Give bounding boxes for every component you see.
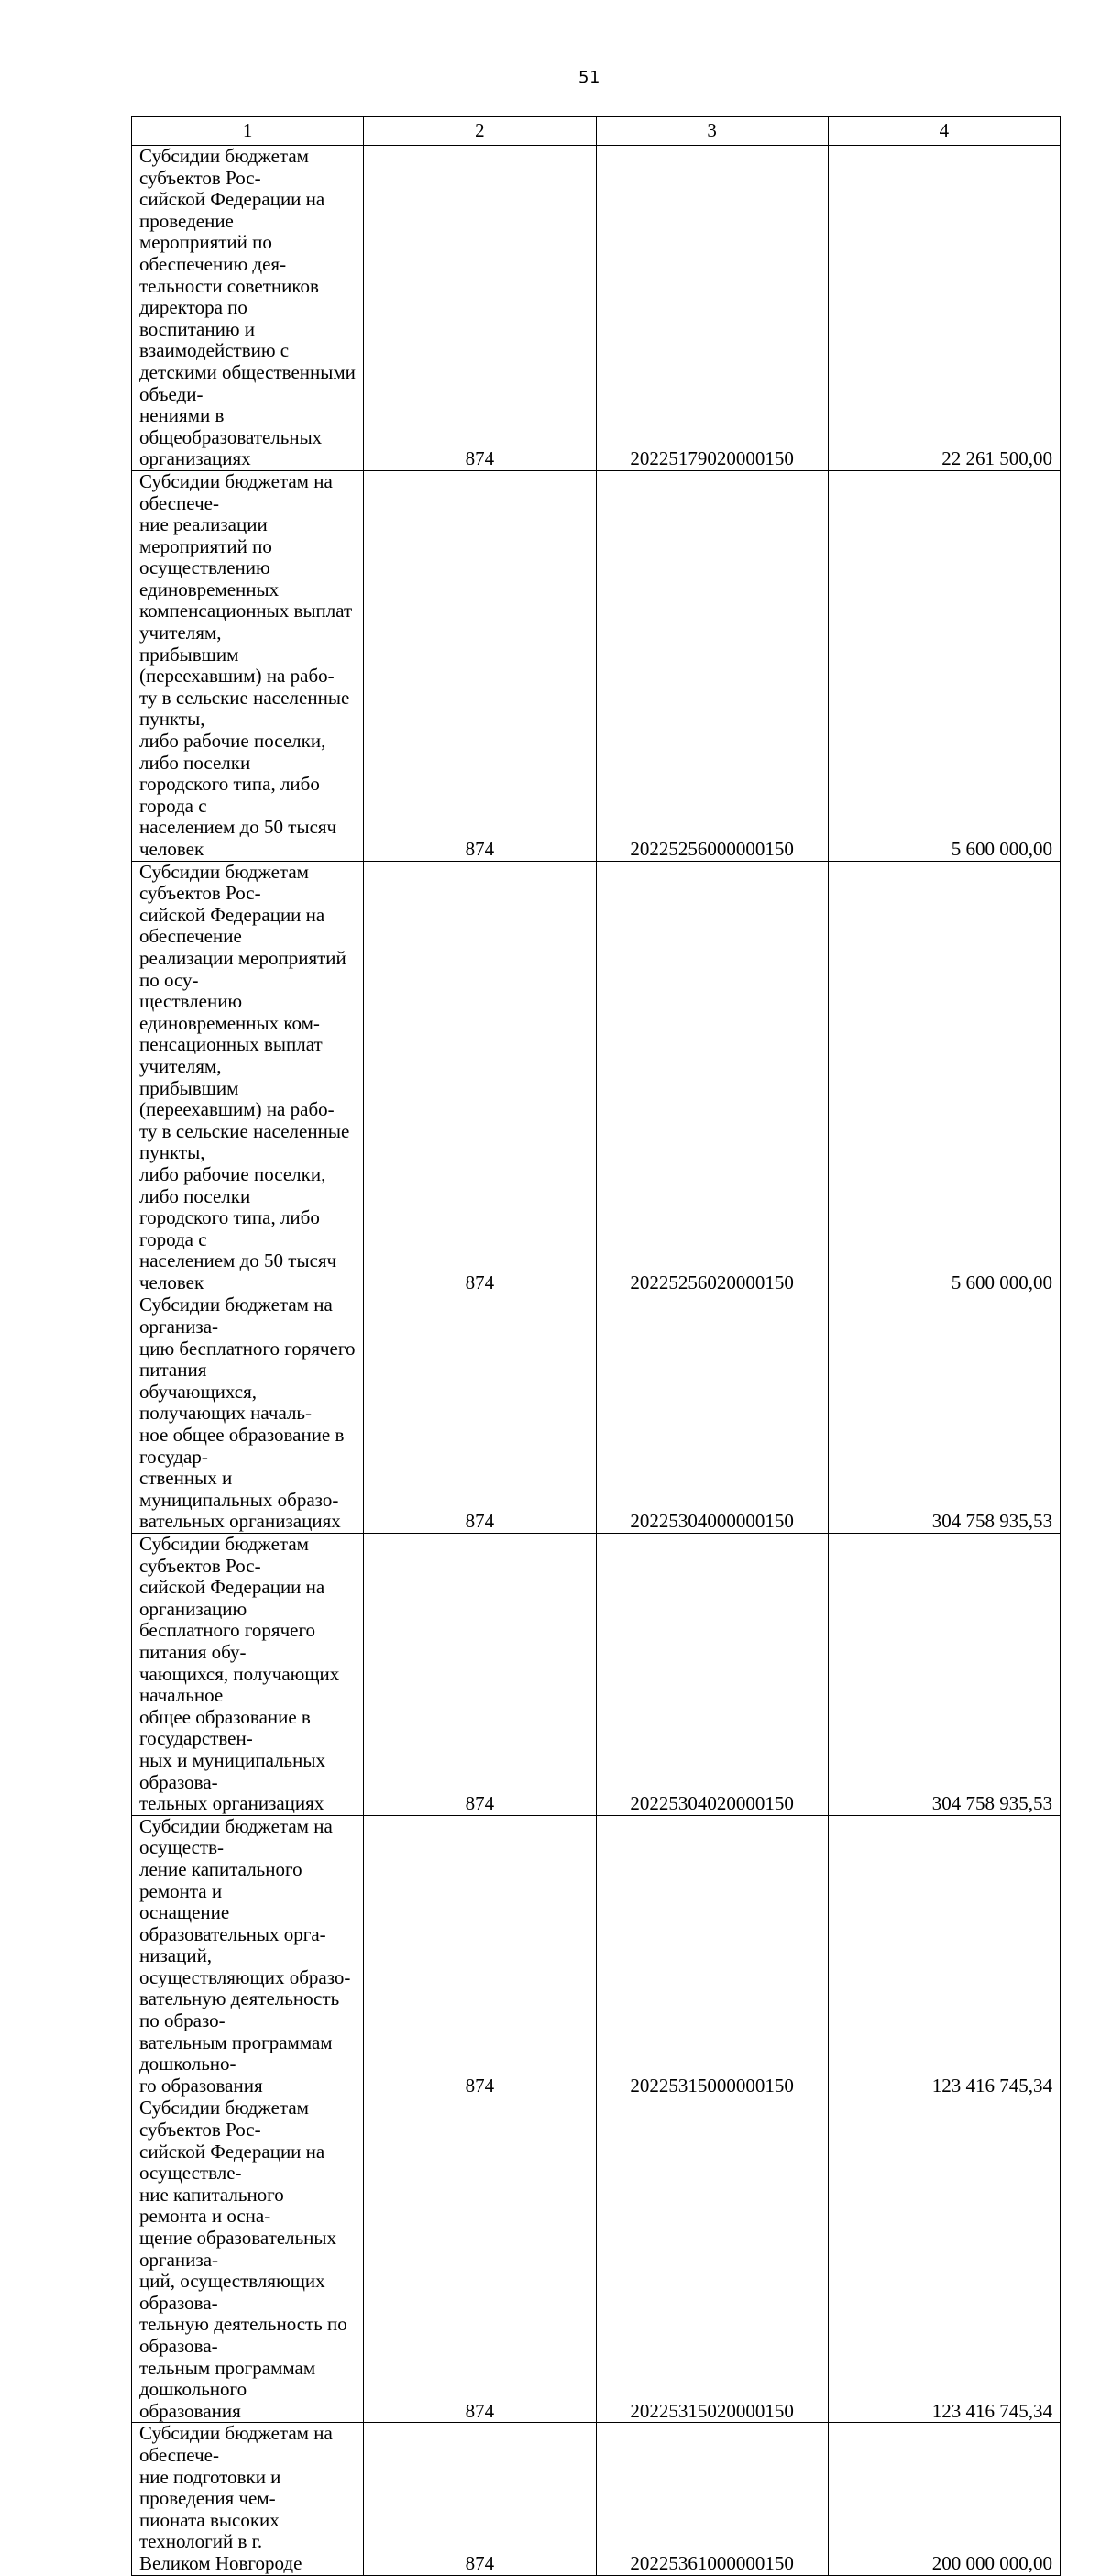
row-admin-code: 874 — [364, 1294, 596, 1534]
table-row — [132, 861, 1061, 1294]
row-name-cell — [132, 146, 364, 471]
table-header — [132, 117, 1061, 146]
row-admin-code: 874 — [364, 2423, 596, 2575]
row-admin-code: 874 — [364, 470, 596, 861]
row-amount: 123 416 745,34 — [828, 1815, 1060, 2097]
row-amount: 304 758 935,53 — [828, 1534, 1060, 1816]
row-budget-code: 20225361000000150 — [596, 2423, 828, 2575]
row-budget-code: 20225256020000150 — [596, 861, 828, 1294]
row-amount: 200 000 000,00 — [828, 2423, 1060, 2575]
row-name-cell — [132, 1815, 364, 2097]
table-row — [132, 146, 1061, 471]
table-row — [132, 1294, 1061, 1534]
row-name: Субсидии бюджетам субъектов Рос- сийской Федерации на обеспечение реализации мероприятий по осу- ществлению единовременных ком- пенсационных выплат учителям, прибывшим (переехавшим) на рабо- ту в сельские населенные пункты, либо рабочие поселки, либо поселки городского типа, либо города с населением до 50 тысяч человек — [139, 860, 350, 1294]
row-admin-code: 874 — [364, 1815, 596, 2097]
row-amount: 123 416 745,34 — [828, 2097, 1060, 2423]
row-name: Субсидии бюджетам на осуществ- ление капитального ремонта и оснащение образовательных орга- низаций, осуществляющих образо- вательную деятельность по образо- вательным программам дошкольно- го образования — [139, 1814, 351, 2097]
row-admin-code: 874 — [364, 2097, 596, 2423]
row-name: Субсидии бюджетам на организа- цию бесплатного горячего питания обучающихся, получающих началь- ное общее образование в государ- ственных и муниципальных образо- вательных организациях — [139, 1294, 356, 1533]
table-row — [132, 470, 1061, 861]
row-name-cell — [132, 1294, 364, 1534]
row-budget-code: 20225179020000150 — [596, 146, 828, 471]
row-name: Субсидии бюджетам субъектов Рос- сийской Федерации на осуществле- ние капитального ремонта и осна- щение образовательных организа- ций, осуществляющих образова- тельную деятельность по образова- тельным программам дошкольного образования — [139, 2097, 347, 2422]
row-budget-code: 20225304000000150 — [596, 1294, 828, 1534]
row-admin-code: 874 — [364, 861, 596, 1294]
row-name-cell — [132, 470, 364, 861]
row-budget-code: 20225315020000150 — [596, 2097, 828, 2423]
budget-table — [131, 116, 1061, 2576]
row-budget-code: 20225304020000150 — [596, 1534, 828, 1816]
table-body — [132, 146, 1061, 2576]
table-row — [132, 2423, 1061, 2575]
header-col-2: 2 — [364, 117, 596, 146]
row-budget-code: 20225256000000150 — [596, 470, 828, 861]
row-name: Субсидии бюджетам субъектов Рос- сийской Федерации на организацию бесплатного горячего питания обу- чающихся, получающих начальное общее образование в государствен- ных и муниципальных образова- тельных организациях — [139, 1533, 340, 1815]
header-col-4: 4 — [828, 117, 1060, 146]
row-admin-code: 874 — [364, 1534, 596, 1816]
row-amount: 5 600 000,00 — [828, 470, 1060, 861]
header-col-1: 1 — [132, 117, 364, 146]
row-name-cell — [132, 2097, 364, 2423]
row-amount: 304 758 935,53 — [828, 1294, 1060, 1534]
table-row — [132, 1534, 1061, 1816]
table-row — [132, 2097, 1061, 2423]
table-row — [132, 1815, 1061, 2097]
row-budget-code: 20225315000000150 — [596, 1815, 828, 2097]
page-number: 51 — [578, 68, 600, 87]
row-name: Субсидии бюджетам на обеспече- ние подготовки и проведения чем- пионата высоких технологий в г. Великом Новгороде — [139, 2422, 333, 2574]
row-amount: 22 261 500,00 — [828, 146, 1060, 471]
row-name: Субсидии бюджетам на обеспече- ние реализации мероприятий по осуществлению единовременных компенсационных выплат учителям, прибывшим (переехавшим) на рабо- ту в сельские населенные пункты, либо рабочие поселки, либо поселки городского типа, либо города с населением до 50 тысяч человек — [139, 469, 353, 860]
header-col-3: 3 — [596, 117, 828, 146]
row-amount: 5 600 000,00 — [828, 861, 1060, 1294]
row-name-cell — [132, 861, 364, 1294]
row-name-cell — [132, 1534, 364, 1816]
header-row — [132, 117, 1061, 146]
row-name: Субсидии бюджетам субъектов Рос- сийской Федерации на проведение мероприятий по обеспечению дея- тельности советников директора по воспитанию и взаимодействию с детскими общественными объеди- нениями в общеобразовательных организациях — [139, 145, 356, 470]
row-name-cell — [132, 2423, 364, 2575]
row-admin-code: 874 — [364, 146, 596, 471]
